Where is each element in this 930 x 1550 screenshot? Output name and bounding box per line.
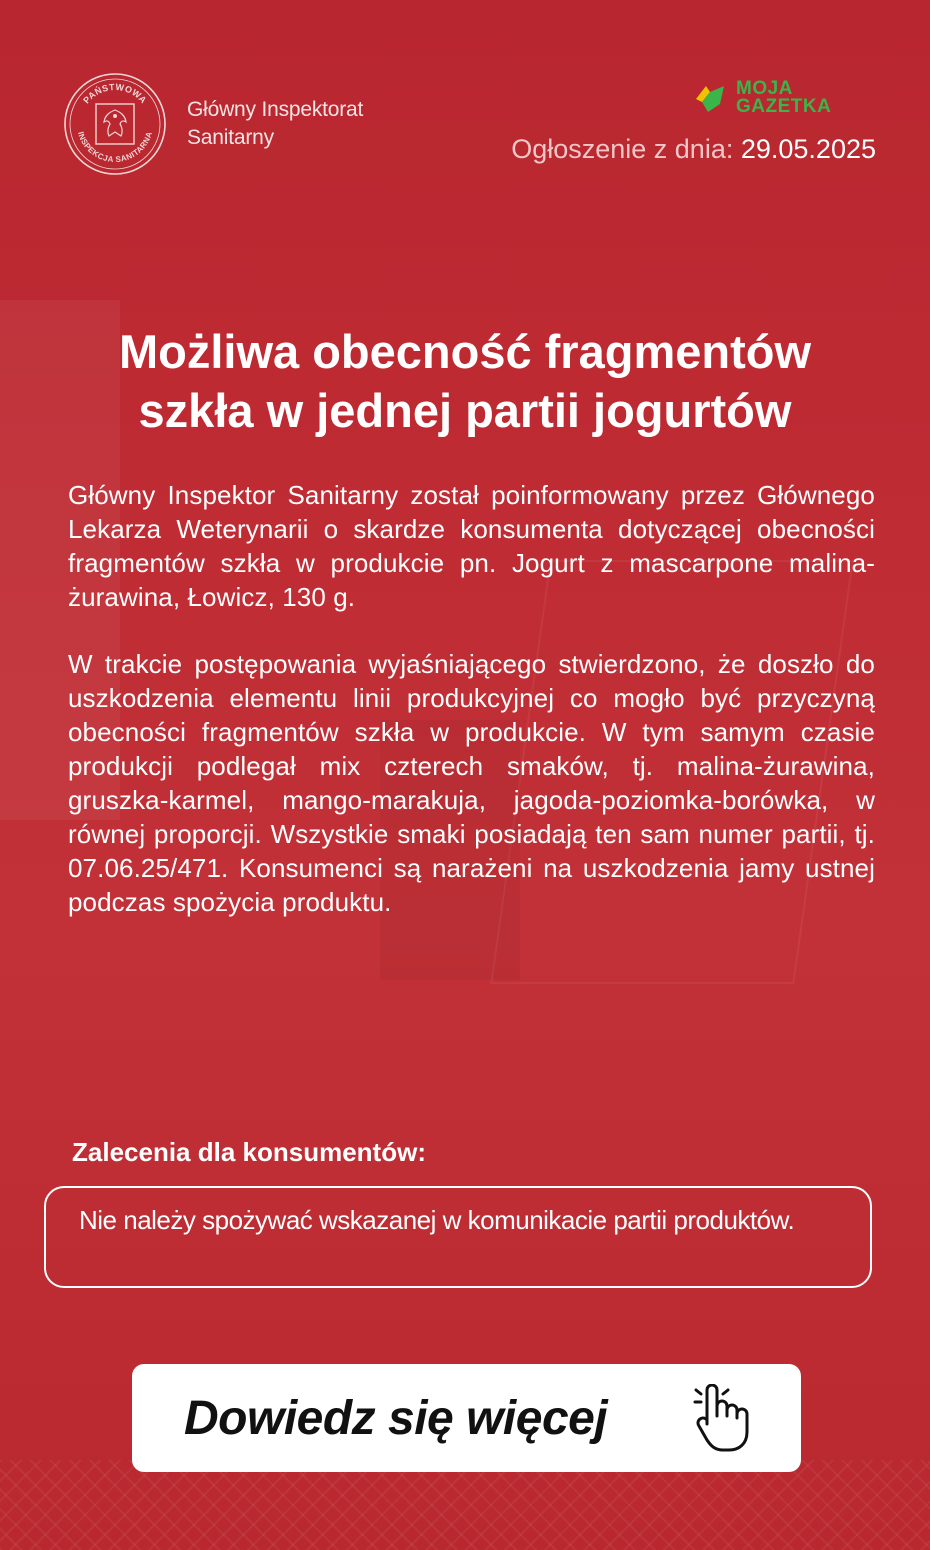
- moja-gazetka-logo: [692, 80, 878, 122]
- institution-name-line1: Główny Inspektorat: [187, 98, 364, 121]
- svg-text:INSPEKCJA SANITARNA: INSPEKCJA SANITARNA: [76, 130, 155, 165]
- announcement-date: [511, 134, 876, 165]
- date-value: 29.05.2025: [740, 134, 876, 164]
- recommendations-heading: Zalecenia dla konsumentów:: [72, 1137, 426, 1167]
- title-line2: szkła w jednej partii jogurtów: [138, 384, 792, 437]
- date-label: Ogłoszenie z dnia:: [511, 134, 734, 164]
- moja-gazetka-mark-icon: [692, 82, 728, 116]
- learn-more-button[interactable]: [132, 1364, 801, 1472]
- sanitary-inspection-seal-icon: [63, 72, 167, 176]
- institution-name-line2: Sanitarny: [187, 126, 274, 149]
- background-pattern: [0, 1460, 930, 1550]
- body-paragraph-2: W trakcie postępowania wyjaśniającego stwierdzono, że doszło do uszkodzenia elementu linii produkcyjnej co mogło być przyczyną obecności fragmentów szkła w produkcie. W tym samym czasie produkcji podlegał mix czterech smaków, tj. malina-żurawina, gruszka-karmel, mango-marakuja, jagoda-poziomka-borówka, w równej proporcji. Wszystkie smaki posiadają ten sam numer partii, tj. 07.06.25/471. Konsumenci są narażeni na uszkodzenia jamy ustnej podczas spożycia produktu.: [68, 649, 875, 917]
- brand-name-line1: MOJA: [736, 78, 793, 99]
- page-title: [40, 322, 890, 440]
- institution-name: [187, 96, 363, 152]
- brand-name: [736, 80, 831, 116]
- pointing-hand-icon: [693, 1384, 755, 1452]
- svg-text:PAŃSTWOWA: PAŃSTWOWA: [81, 81, 149, 106]
- recommendations-box: [44, 1186, 872, 1288]
- recommendations-text: Nie należy spożywać wskazanej w komunikacie partii produktów.: [79, 1205, 795, 1235]
- brand-name-line2: GAZETKA: [736, 96, 832, 117]
- title-line1: Możliwa obecność fragmentów: [118, 325, 812, 378]
- learn-more-label: Dowiedz się więcej: [184, 1391, 608, 1445]
- body-paragraph-1: Główny Inspektor Sanitarny został poinformowany przez Głównego Lekarza Weterynarii o skardze konsumenta dotyczącej obecności fragmentów szkła w produkcie pn. Jogurt z mascarpone malina-żurawina, Łowicz, 130 g.: [68, 480, 875, 612]
